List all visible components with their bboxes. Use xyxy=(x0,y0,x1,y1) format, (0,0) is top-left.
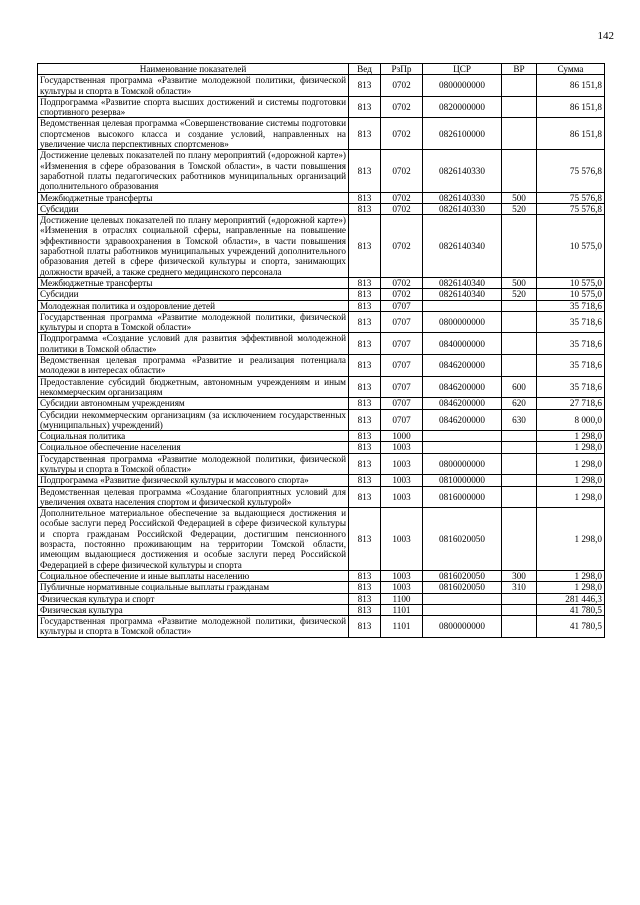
cell-rzpr: 0702 xyxy=(381,118,423,150)
cell-ved: 813 xyxy=(349,215,381,278)
table-row xyxy=(38,376,605,398)
cell-ved: 813 xyxy=(349,442,381,453)
table-row xyxy=(38,453,605,475)
cell-name: Субсидии автономным учреждениям xyxy=(38,398,349,409)
cell-vr xyxy=(502,355,537,377)
cell-vr xyxy=(502,442,537,453)
cell-vr xyxy=(502,150,537,192)
cell-rzpr: 0702 xyxy=(381,192,423,203)
header-sum: Сумма xyxy=(537,64,605,75)
cell-vr: 520 xyxy=(502,203,537,214)
table-row xyxy=(38,118,605,150)
cell-csr: 0826140340 xyxy=(423,277,502,288)
cell-rzpr: 0702 xyxy=(381,150,423,192)
cell-csr: 0826140330 xyxy=(423,150,502,192)
cell-rzpr: 0702 xyxy=(381,215,423,278)
table-row xyxy=(38,582,605,593)
header-rzpr: РзПр xyxy=(381,64,423,75)
budget-table xyxy=(37,63,605,638)
table-row xyxy=(38,508,605,571)
cell-ved: 813 xyxy=(349,355,381,377)
cell-vr xyxy=(502,118,537,150)
table-row xyxy=(38,150,605,192)
cell-rzpr: 1003 xyxy=(381,442,423,453)
cell-csr xyxy=(423,604,502,615)
cell-sum: 1 298,0 xyxy=(537,431,605,442)
cell-sum: 1 298,0 xyxy=(537,508,605,571)
table-row xyxy=(38,311,605,333)
cell-csr: 0816020050 xyxy=(423,570,502,581)
cell-csr xyxy=(423,300,502,311)
cell-name: Достижение целевых показателей по плану мероприятий («дорожной карте») «Изменения в отраслях социальной сферы, направленные на повышение эффективности здравоохранения в Томской области», в части повышения заработной платы работников муниципальных учреждений дополнительного образования детей в сфере физической культуры и спорта, занимающих должности врачей, а также среднего медицинского персонала xyxy=(38,215,349,278)
cell-name: Социальное обеспечение населения xyxy=(38,442,349,453)
cell-vr: 630 xyxy=(502,409,537,431)
cell-csr: 0826140330 xyxy=(423,192,502,203)
cell-sum: 75 576,8 xyxy=(537,192,605,203)
cell-ved: 813 xyxy=(349,475,381,486)
cell-sum: 75 576,8 xyxy=(537,203,605,214)
cell-rzpr: 0702 xyxy=(381,75,423,97)
table-header-row xyxy=(38,64,605,75)
cell-rzpr: 0702 xyxy=(381,96,423,118)
cell-csr: 0810000000 xyxy=(423,475,502,486)
cell-csr: 0816020050 xyxy=(423,508,502,571)
cell-name: Молодежная политика и оздоровление детей xyxy=(38,300,349,311)
cell-vr xyxy=(502,486,537,508)
cell-csr: 0840000000 xyxy=(423,333,502,355)
cell-ved: 813 xyxy=(349,333,381,355)
cell-sum: 86 151,8 xyxy=(537,75,605,97)
table-row xyxy=(38,192,605,203)
cell-name: Физическая культура xyxy=(38,604,349,615)
cell-name: Предоставление субсидий бюджетным, автономным учреждениям и иным некоммерческим организациям xyxy=(38,376,349,398)
cell-name: Физическая культура и спорт xyxy=(38,593,349,604)
cell-ved: 813 xyxy=(349,118,381,150)
cell-vr: 520 xyxy=(502,289,537,300)
table-row xyxy=(38,604,605,615)
cell-sum: 35 718,6 xyxy=(537,333,605,355)
cell-sum: 86 151,8 xyxy=(537,96,605,118)
cell-name: Ведомственная целевая программа «Совершенствование системы подготовки спортсменов высокого класса и создание условий, направленных на увеличение числа перспективных спортсменов» xyxy=(38,118,349,150)
table-row xyxy=(38,355,605,377)
cell-ved: 813 xyxy=(349,300,381,311)
table-row xyxy=(38,96,605,118)
cell-sum: 10 575,0 xyxy=(537,289,605,300)
cell-sum: 10 575,0 xyxy=(537,215,605,278)
cell-sum: 1 298,0 xyxy=(537,570,605,581)
cell-vr xyxy=(502,215,537,278)
cell-csr: 0846200000 xyxy=(423,376,502,398)
cell-sum: 35 718,6 xyxy=(537,300,605,311)
cell-vr xyxy=(502,75,537,97)
cell-name: Государственная программа «Развитие молодежной политики, физической культуры и спорта в Томской области» xyxy=(38,453,349,475)
cell-ved: 813 xyxy=(349,604,381,615)
cell-sum: 1 298,0 xyxy=(537,442,605,453)
cell-rzpr: 1003 xyxy=(381,453,423,475)
cell-vr: 310 xyxy=(502,582,537,593)
cell-rzpr: 1003 xyxy=(381,475,423,486)
cell-ved: 813 xyxy=(349,409,381,431)
cell-csr: 0846200000 xyxy=(423,355,502,377)
cell-csr: 0826100000 xyxy=(423,118,502,150)
cell-rzpr: 0707 xyxy=(381,333,423,355)
cell-name: Государственная программа «Развитие молодежной политики, физической культуры и спорта в Томской области» xyxy=(38,75,349,97)
cell-ved: 813 xyxy=(349,203,381,214)
table-row xyxy=(38,409,605,431)
cell-vr: 500 xyxy=(502,192,537,203)
cell-sum: 1 298,0 xyxy=(537,475,605,486)
cell-rzpr: 1003 xyxy=(381,570,423,581)
cell-vr xyxy=(502,311,537,333)
cell-rzpr: 0702 xyxy=(381,277,423,288)
cell-vr xyxy=(502,604,537,615)
cell-vr xyxy=(502,300,537,311)
cell-ved: 813 xyxy=(349,593,381,604)
cell-ved: 813 xyxy=(349,96,381,118)
cell-ved: 813 xyxy=(349,431,381,442)
cell-ved: 813 xyxy=(349,289,381,300)
cell-vr xyxy=(502,453,537,475)
cell-csr: 0800000000 xyxy=(423,616,502,638)
header-csr: ЦСР xyxy=(423,64,502,75)
cell-sum: 1 298,0 xyxy=(537,453,605,475)
cell-csr: 0826140340 xyxy=(423,215,502,278)
cell-vr xyxy=(502,333,537,355)
cell-sum: 75 576,8 xyxy=(537,150,605,192)
cell-vr xyxy=(502,508,537,571)
cell-rzpr: 1003 xyxy=(381,508,423,571)
cell-ved: 813 xyxy=(349,398,381,409)
header-ved: Вед xyxy=(349,64,381,75)
cell-rzpr: 1100 xyxy=(381,593,423,604)
table-row xyxy=(38,277,605,288)
cell-vr: 600 xyxy=(502,376,537,398)
cell-vr xyxy=(502,616,537,638)
table-row xyxy=(38,398,605,409)
cell-name: Межбюджетные трансферты xyxy=(38,192,349,203)
cell-csr: 0800000000 xyxy=(423,75,502,97)
cell-ved: 813 xyxy=(349,582,381,593)
cell-csr: 0820000000 xyxy=(423,96,502,118)
cell-sum: 35 718,6 xyxy=(537,355,605,377)
cell-name: Достижение целевых показателей по плану мероприятий («дорожной карте») «Изменения в сфере образования в Томской области», в части повышения заработной платы педагогических работников муниципальных организаций дополнительного образования xyxy=(38,150,349,192)
cell-ved: 813 xyxy=(349,75,381,97)
cell-sum: 35 718,6 xyxy=(537,311,605,333)
cell-sum: 1 298,0 xyxy=(537,486,605,508)
cell-sum: 86 151,8 xyxy=(537,118,605,150)
table-row xyxy=(38,570,605,581)
cell-sum: 8 000,0 xyxy=(537,409,605,431)
cell-csr: 0846200000 xyxy=(423,398,502,409)
cell-name: Подпрограмма «Развитие физической культуры и массового спорта» xyxy=(38,475,349,486)
cell-rzpr: 1101 xyxy=(381,604,423,615)
cell-vr: 500 xyxy=(502,277,537,288)
cell-ved: 813 xyxy=(349,508,381,571)
table-row xyxy=(38,475,605,486)
table-row xyxy=(38,486,605,508)
table-row xyxy=(38,75,605,97)
table-row xyxy=(38,431,605,442)
cell-rzpr: 1101 xyxy=(381,616,423,638)
cell-rzpr: 0702 xyxy=(381,289,423,300)
cell-csr: 0846200000 xyxy=(423,409,502,431)
page-number: 142 xyxy=(597,30,614,42)
cell-csr xyxy=(423,431,502,442)
cell-sum: 41 780,5 xyxy=(537,604,605,615)
cell-rzpr: 0702 xyxy=(381,203,423,214)
cell-csr: 0800000000 xyxy=(423,311,502,333)
cell-sum: 27 718,6 xyxy=(537,398,605,409)
cell-rzpr: 1003 xyxy=(381,486,423,508)
cell-ved: 813 xyxy=(349,376,381,398)
cell-vr xyxy=(502,431,537,442)
cell-name: Государственная программа «Развитие молодежной политики, физической культуры и спорта в Томской области» xyxy=(38,616,349,638)
cell-name: Субсидии некоммерческим организациям (за исключением государственных (муниципальных) учреждений) xyxy=(38,409,349,431)
cell-rzpr: 1003 xyxy=(381,582,423,593)
cell-csr: 0816000000 xyxy=(423,486,502,508)
table-row xyxy=(38,616,605,638)
cell-csr: 0826140330 xyxy=(423,203,502,214)
cell-sum: 10 575,0 xyxy=(537,277,605,288)
cell-ved: 813 xyxy=(349,570,381,581)
cell-ved: 813 xyxy=(349,150,381,192)
cell-name: Дополнительное материальное обеспечение за выдающиеся достижения и особые заслуги перед Российской Федерацией в сфере физической культуры и спорта гражданам Российской Федерации, достигшим пенсионного возраста, постоянно проживающим на территории Томской области, имеющим выдающиеся достижения и особые заслуги перед Российской Федерацией в сфере физической культуры и спорта xyxy=(38,508,349,571)
cell-name: Ведомственная целевая программа «Развитие и реализация потенциала молодежи в интересах области» xyxy=(38,355,349,377)
cell-name: Подпрограмма «Создание условий для развития эффективной молодежной политики в Томской области» xyxy=(38,333,349,355)
cell-ved: 813 xyxy=(349,192,381,203)
table-row xyxy=(38,215,605,278)
cell-rzpr: 0707 xyxy=(381,311,423,333)
header-name: Наименование показателей xyxy=(38,64,349,75)
cell-ved: 813 xyxy=(349,453,381,475)
cell-vr: 620 xyxy=(502,398,537,409)
table-row xyxy=(38,442,605,453)
cell-vr xyxy=(502,475,537,486)
cell-ved: 813 xyxy=(349,616,381,638)
cell-ved: 813 xyxy=(349,277,381,288)
cell-ved: 813 xyxy=(349,311,381,333)
cell-name: Межбюджетные трансферты xyxy=(38,277,349,288)
cell-csr xyxy=(423,442,502,453)
cell-ved: 813 xyxy=(349,486,381,508)
cell-name: Публичные нормативные социальные выплаты гражданам xyxy=(38,582,349,593)
cell-rzpr: 0707 xyxy=(381,376,423,398)
cell-csr: 0826140340 xyxy=(423,289,502,300)
cell-name: Социальная политика xyxy=(38,431,349,442)
cell-vr xyxy=(502,593,537,604)
cell-csr: 0800000000 xyxy=(423,453,502,475)
cell-name: Субсидии xyxy=(38,203,349,214)
table-row xyxy=(38,333,605,355)
cell-name: Ведомственная целевая программа «Создание благоприятных условий для увеличения охвата населения спортом и физической культурой» xyxy=(38,486,349,508)
header-vr: ВР xyxy=(502,64,537,75)
cell-rzpr: 0707 xyxy=(381,409,423,431)
table-row xyxy=(38,289,605,300)
cell-name: Субсидии xyxy=(38,289,349,300)
cell-sum: 41 780,5 xyxy=(537,616,605,638)
cell-name: Подпрограмма «Развитие спорта высших достижений и системы подготовки спортивного резерва» xyxy=(38,96,349,118)
cell-sum: 35 718,6 xyxy=(537,376,605,398)
cell-name: Государственная программа «Развитие молодежной политики, физической культуры и спорта в Томской области» xyxy=(38,311,349,333)
cell-rzpr: 1000 xyxy=(381,431,423,442)
cell-csr: 0816020050 xyxy=(423,582,502,593)
cell-sum: 281 446,3 xyxy=(537,593,605,604)
table-row xyxy=(38,593,605,604)
cell-vr: 300 xyxy=(502,570,537,581)
cell-rzpr: 0707 xyxy=(381,300,423,311)
cell-rzpr: 0707 xyxy=(381,355,423,377)
cell-csr xyxy=(423,593,502,604)
cell-rzpr: 0707 xyxy=(381,398,423,409)
table-row xyxy=(38,300,605,311)
table-row xyxy=(38,203,605,214)
cell-name: Социальное обеспечение и иные выплаты населению xyxy=(38,570,349,581)
cell-sum: 1 298,0 xyxy=(537,582,605,593)
cell-vr xyxy=(502,96,537,118)
